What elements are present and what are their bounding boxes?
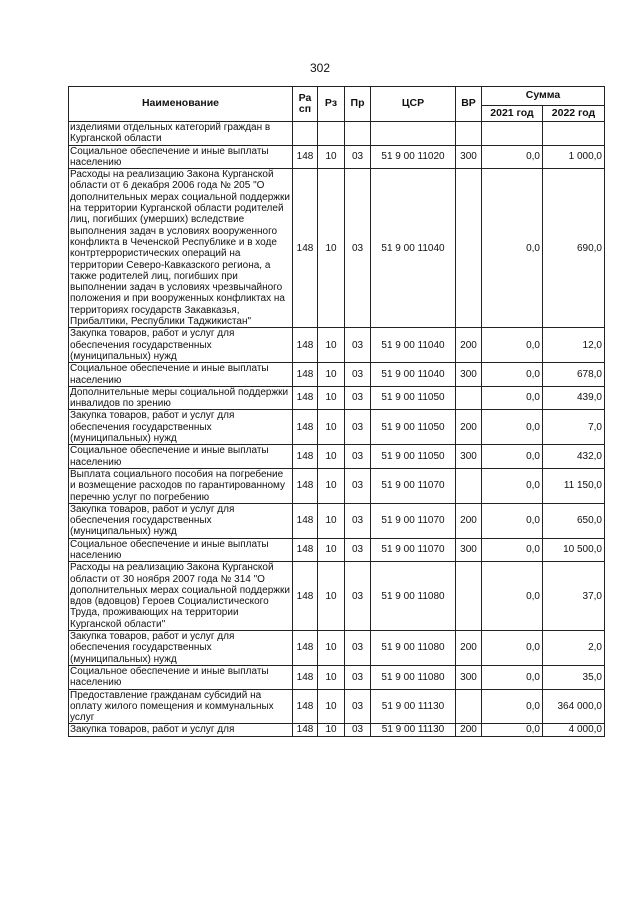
cell-name: Закупка товаров, работ и услуг для обеспечения государственных (муниципальных) нужд	[69, 503, 293, 538]
cell-2021: 0,0	[482, 631, 543, 666]
cell-rasp: 148	[293, 724, 318, 736]
cell-vr	[456, 169, 482, 328]
cell-rz: 10	[318, 145, 345, 169]
cell-rasp: 148	[293, 689, 318, 724]
cell-name: Закупка товаров, работ и услуг для	[69, 724, 293, 736]
budget-table	[68, 86, 605, 737]
table-row	[69, 689, 605, 724]
col-header-csr: ЦСР	[371, 87, 456, 122]
table-row	[69, 328, 605, 363]
cell-vr	[456, 122, 482, 146]
cell-2021: 0,0	[482, 363, 543, 387]
table-row	[69, 631, 605, 666]
cell-rz: 10	[318, 328, 345, 363]
cell-rasp: 148	[293, 562, 318, 631]
cell-name: Социальное обеспечение и иные выплаты населению	[69, 445, 293, 469]
cell-2022: 690,0	[543, 169, 605, 328]
cell-2021: 0,0	[482, 689, 543, 724]
table-row	[69, 145, 605, 169]
cell-rz: 10	[318, 538, 345, 562]
cell-pr: 03	[345, 145, 371, 169]
cell-rasp: 148	[293, 468, 318, 503]
cell-2022: 432,0	[543, 445, 605, 469]
cell-2022: 364 000,0	[543, 689, 605, 724]
table-row	[69, 538, 605, 562]
cell-rz: 10	[318, 386, 345, 410]
cell-rz: 10	[318, 169, 345, 328]
cell-rasp: 148	[293, 631, 318, 666]
cell-csr: 51 9 00 11130	[371, 689, 456, 724]
col-header-sum: Сумма	[482, 87, 605, 106]
cell-csr	[371, 122, 456, 146]
cell-2021: 0,0	[482, 445, 543, 469]
col-header-2021: 2021 год	[482, 106, 543, 122]
cell-name: Закупка товаров, работ и услуг для обеспечения государственных (муниципальных) нужд	[69, 631, 293, 666]
cell-name: Расходы на реализацию Закона Курганской области от 30 ноября 2007 года № 314 "О дополнительных мерах социальной поддержки вдов (вдовцов) Героев Социалистического Труда, проживающих на территории Курганской области"	[69, 562, 293, 631]
cell-vr: 200	[456, 724, 482, 736]
cell-pr: 03	[345, 169, 371, 328]
cell-2021: 0,0	[482, 724, 543, 736]
cell-vr: 300	[456, 445, 482, 469]
cell-2022: 2,0	[543, 631, 605, 666]
table-row	[69, 468, 605, 503]
cell-vr	[456, 689, 482, 724]
cell-vr	[456, 386, 482, 410]
cell-name: Предоставление гражданам субсидий на оплату жилого помещения и коммунальных услуг	[69, 689, 293, 724]
cell-name: Социальное обеспечение и иные выплаты населению	[69, 363, 293, 387]
cell-name: Социальное обеспечение и иные выплаты населению	[69, 538, 293, 562]
cell-csr: 51 9 00 11040	[371, 363, 456, 387]
cell-name: изделиями отдельных категорий граждан в Курганской области	[69, 122, 293, 146]
cell-2021: 0,0	[482, 328, 543, 363]
cell-2021: 0,0	[482, 145, 543, 169]
cell-csr: 51 9 00 11080	[371, 631, 456, 666]
col-header-name: Наименование	[69, 87, 293, 122]
cell-rz: 10	[318, 503, 345, 538]
cell-csr: 51 9 00 11070	[371, 538, 456, 562]
table-row	[69, 386, 605, 410]
cell-pr: 03	[345, 410, 371, 445]
cell-rasp	[293, 122, 318, 146]
cell-name: Социальное обеспечение и иные выплаты населению	[69, 665, 293, 689]
col-header-vr: ВР	[456, 87, 482, 122]
cell-2021	[482, 122, 543, 146]
col-header-rz: Рз	[318, 87, 345, 122]
cell-2022: 678,0	[543, 363, 605, 387]
cell-rasp: 148	[293, 538, 318, 562]
table-row	[69, 363, 605, 387]
cell-rasp: 148	[293, 386, 318, 410]
cell-2022: 10 500,0	[543, 538, 605, 562]
cell-pr: 03	[345, 689, 371, 724]
cell-vr	[456, 468, 482, 503]
cell-name: Расходы на реализацию Закона Курганской области от 6 декабря 2006 года № 205 "О дополнительных мерах социальной поддержки на территории Курганской области родителей лиц, погибших (умерших) вследствие выполнения задач в условиях вооруженного конфликта в Чеченской Республике и в ходе контртеррористических операций на территории Северо-Кавказского региона, а также родителей лиц, погибших при выполнении задач в условиях чрезвычайного положения и при вооруженных конфликтах на территориях государств Закавказья, Прибалтики, Республики Таджикистан"	[69, 169, 293, 328]
cell-pr: 03	[345, 468, 371, 503]
cell-2021: 0,0	[482, 538, 543, 562]
cell-csr: 51 9 00 11040	[371, 169, 456, 328]
cell-pr: 03	[345, 724, 371, 736]
cell-2021: 0,0	[482, 562, 543, 631]
cell-pr: 03	[345, 386, 371, 410]
col-header-2022: 2022 год	[543, 106, 605, 122]
cell-name: Выплата социального пособия на погребение и возмещение расходов по гарантированному перечню услуг по погребению	[69, 468, 293, 503]
cell-rasp: 148	[293, 503, 318, 538]
table-row	[69, 410, 605, 445]
cell-rasp: 148	[293, 328, 318, 363]
cell-name: Социальное обеспечение и иные выплаты населению	[69, 145, 293, 169]
cell-csr: 51 9 00 11050	[371, 386, 456, 410]
cell-2022: 439,0	[543, 386, 605, 410]
cell-vr: 300	[456, 665, 482, 689]
cell-csr: 51 9 00 11080	[371, 665, 456, 689]
cell-pr: 03	[345, 328, 371, 363]
cell-csr: 51 9 00 11130	[371, 724, 456, 736]
header-row	[69, 87, 605, 106]
table-row	[69, 724, 605, 736]
cell-2021: 0,0	[482, 503, 543, 538]
cell-rz: 10	[318, 724, 345, 736]
cell-csr: 51 9 00 11050	[371, 445, 456, 469]
cell-name: Дополнительные меры социальной поддержки инвалидов по зрению	[69, 386, 293, 410]
cell-vr: 300	[456, 363, 482, 387]
cell-rasp: 148	[293, 445, 318, 469]
cell-rz: 10	[318, 562, 345, 631]
cell-rz	[318, 122, 345, 146]
page-number: 302	[309, 61, 331, 75]
cell-2021: 0,0	[482, 169, 543, 328]
cell-vr: 200	[456, 410, 482, 445]
cell-csr: 51 9 00 11050	[371, 410, 456, 445]
table-row	[69, 122, 605, 146]
cell-pr: 03	[345, 363, 371, 387]
cell-rasp: 148	[293, 169, 318, 328]
cell-2021: 0,0	[482, 410, 543, 445]
cell-vr: 200	[456, 503, 482, 538]
table-row	[69, 562, 605, 631]
cell-2021: 0,0	[482, 665, 543, 689]
cell-rz: 10	[318, 631, 345, 666]
cell-rasp: 148	[293, 145, 318, 169]
cell-2022: 1 000,0	[543, 145, 605, 169]
cell-rz: 10	[318, 689, 345, 724]
cell-rasp: 148	[293, 410, 318, 445]
cell-2022: 7,0	[543, 410, 605, 445]
cell-name: Закупка товаров, работ и услуг для обеспечения государственных (муниципальных) нужд	[69, 328, 293, 363]
cell-2022: 12,0	[543, 328, 605, 363]
cell-2022: 35,0	[543, 665, 605, 689]
cell-pr: 03	[345, 562, 371, 631]
cell-2022	[543, 122, 605, 146]
table-row	[69, 503, 605, 538]
col-header-pr: Пр	[345, 87, 371, 122]
cell-2022: 650,0	[543, 503, 605, 538]
cell-2022: 11 150,0	[543, 468, 605, 503]
cell-pr: 03	[345, 445, 371, 469]
cell-rz: 10	[318, 410, 345, 445]
cell-2021: 0,0	[482, 468, 543, 503]
cell-pr: 03	[345, 631, 371, 666]
cell-rz: 10	[318, 665, 345, 689]
cell-vr	[456, 562, 482, 631]
cell-rasp: 148	[293, 363, 318, 387]
cell-rasp: 148	[293, 665, 318, 689]
cell-csr: 51 9 00 11040	[371, 328, 456, 363]
cell-pr	[345, 122, 371, 146]
cell-csr: 51 9 00 11070	[371, 503, 456, 538]
table-row	[69, 445, 605, 469]
cell-vr: 300	[456, 538, 482, 562]
cell-vr: 200	[456, 631, 482, 666]
cell-2021: 0,0	[482, 386, 543, 410]
cell-csr: 51 9 00 11070	[371, 468, 456, 503]
cell-2022: 37,0	[543, 562, 605, 631]
cell-pr: 03	[345, 665, 371, 689]
cell-csr: 51 9 00 11020	[371, 145, 456, 169]
table-row	[69, 169, 605, 328]
cell-2022: 4 000,0	[543, 724, 605, 736]
cell-pr: 03	[345, 538, 371, 562]
col-header-rasp: Ра сп	[293, 87, 318, 122]
cell-name: Закупка товаров, работ и услуг для обеспечения государственных (муниципальных) нужд	[69, 410, 293, 445]
cell-vr: 300	[456, 145, 482, 169]
cell-pr: 03	[345, 503, 371, 538]
cell-rz: 10	[318, 363, 345, 387]
cell-vr: 200	[456, 328, 482, 363]
cell-csr: 51 9 00 11080	[371, 562, 456, 631]
cell-rz: 10	[318, 445, 345, 469]
table-row	[69, 665, 605, 689]
cell-rz: 10	[318, 468, 345, 503]
